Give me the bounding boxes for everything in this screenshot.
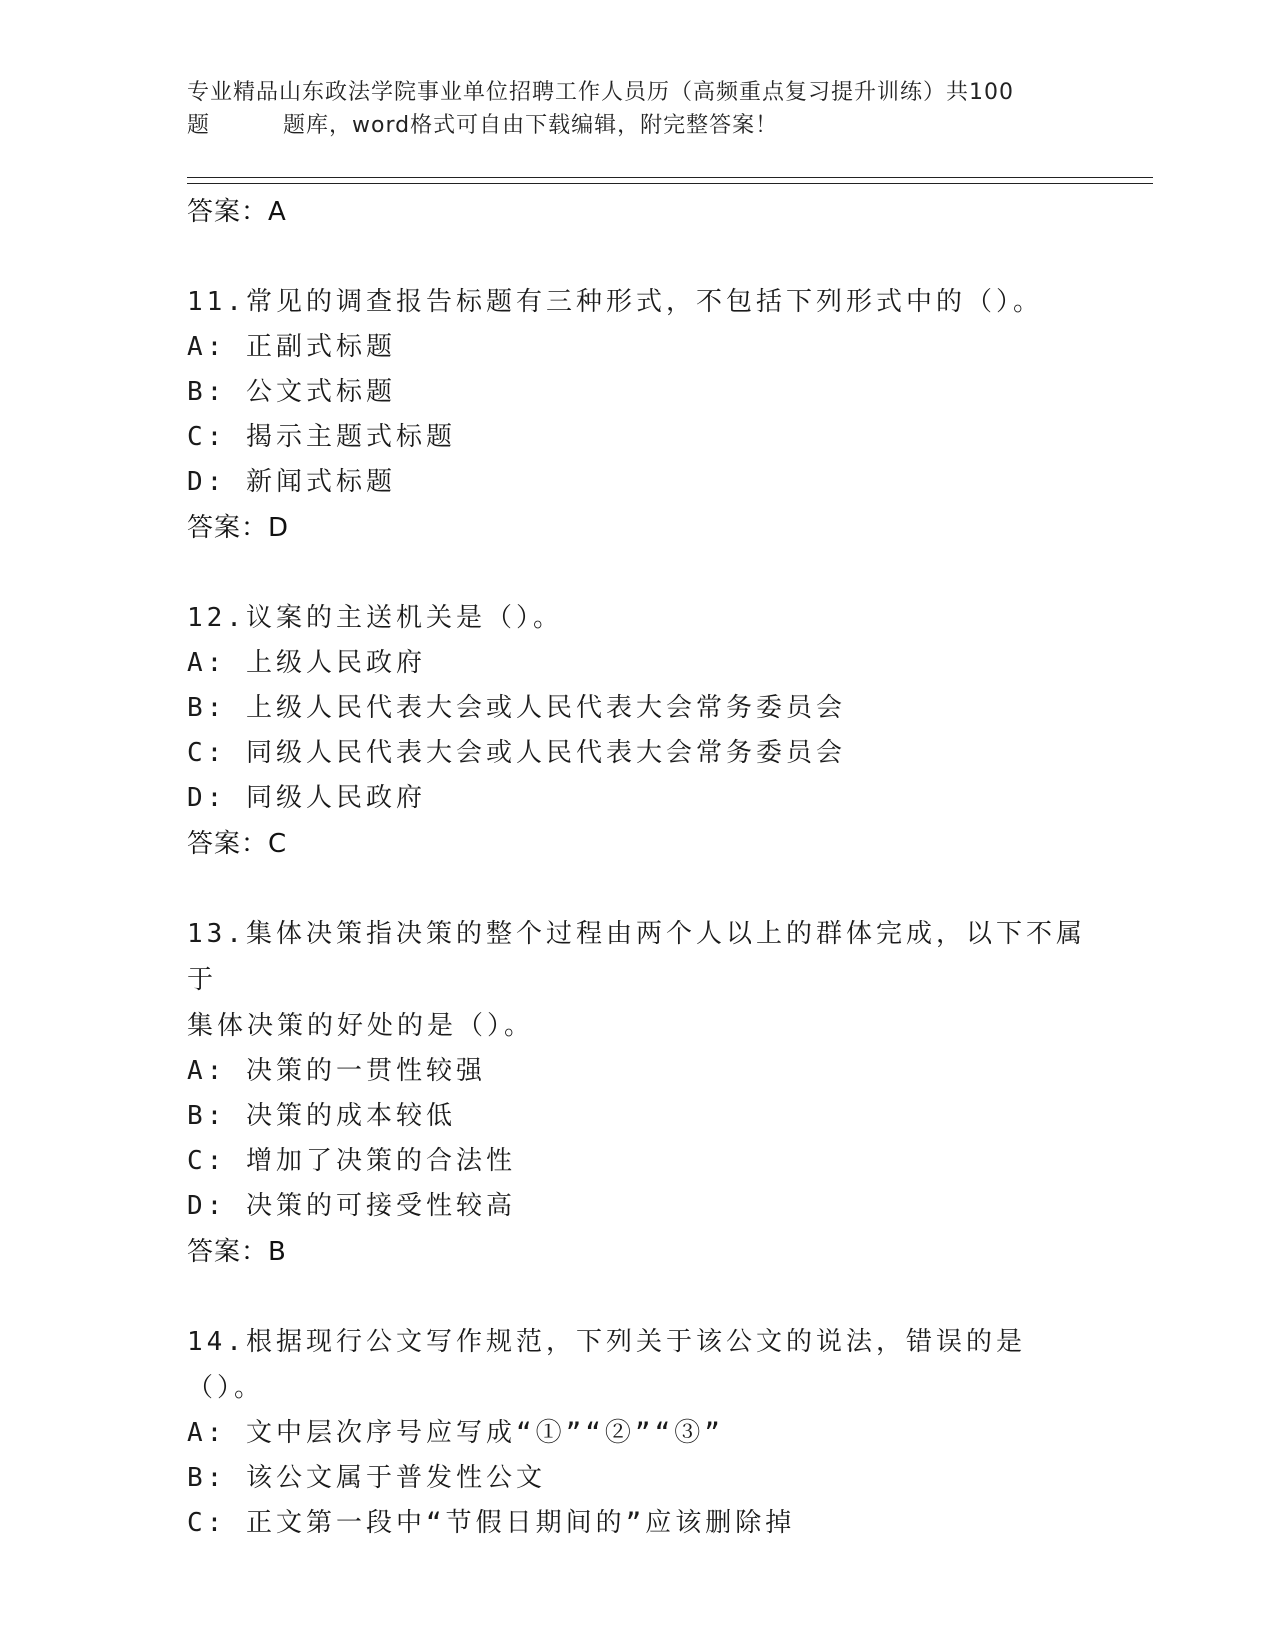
option-b: B: 上级人民代表大会或人民代表大会常务委员会 xyxy=(187,693,846,723)
header-title-line2 xyxy=(187,109,1087,142)
option-c: C: 同级人民代表大会或人民代表大会常务委员会 xyxy=(187,738,846,768)
option-d: D: 决策的可接受性较高 xyxy=(187,1191,516,1221)
question-item xyxy=(187,1319,1087,1546)
header-title-line2-right: 题库，word格式可自由下载编辑，附完整答案！ xyxy=(283,113,779,138)
header-title-line2-left: 题 xyxy=(187,113,211,138)
answer-label: 答案：D xyxy=(187,513,290,543)
option-a: A: 文中层次序号应写成“①”“②”“③” xyxy=(187,1418,724,1448)
header-title-line1: 专业精品山东政法学院事业单位招聘工作人员历（高频重点复习提升训练）共100 xyxy=(187,80,1014,105)
question-item xyxy=(187,279,1087,551)
question-stem: 12.议案的主送机关是（）。 xyxy=(187,603,563,633)
option-a: A: 正副式标题 xyxy=(187,332,396,362)
answer-label: 答案：C xyxy=(187,829,288,859)
answer-label: 答案：A xyxy=(187,197,287,227)
option-a: A: 上级人民政府 xyxy=(187,648,426,678)
question-item xyxy=(187,595,1087,867)
option-b: B: 决策的成本较低 xyxy=(187,1101,456,1131)
header-divider-top xyxy=(187,177,1153,178)
option-a: A: 决策的一贯性较强 xyxy=(187,1056,486,1086)
question-stem-line1: 13.集体决策指决策的整个过程由两个人以上的群体完成，以下不属于 xyxy=(187,919,1086,995)
question-stem-line2: 集体决策的好处的是（）。 xyxy=(187,1011,535,1041)
option-b: B: 该公文属于普发性公文 xyxy=(187,1463,546,1493)
question-stem: 14.根据现行公文写作规范，下列关于该公文的说法，错误的是（）。 xyxy=(187,1327,1026,1403)
answer-label: 答案：B xyxy=(187,1237,287,1267)
option-d: D: 同级人民政府 xyxy=(187,783,426,813)
question-list xyxy=(187,189,1087,1546)
question-stem: 11.常见的调查报告标题有三种形式，不包括下列形式中的（）。 xyxy=(187,287,1043,317)
option-c: C: 增加了决策的合法性 xyxy=(187,1146,516,1176)
option-d: D: 新闻式标题 xyxy=(187,467,396,497)
option-c: C: 揭示主题式标题 xyxy=(187,422,456,452)
header-divider-bottom xyxy=(187,183,1153,184)
option-c: C: 正文第一段中“节假日期间的”应该删除掉 xyxy=(187,1508,796,1538)
page-header xyxy=(187,76,1087,142)
question-item xyxy=(187,911,1087,1275)
option-b: B: 公文式标题 xyxy=(187,377,396,407)
